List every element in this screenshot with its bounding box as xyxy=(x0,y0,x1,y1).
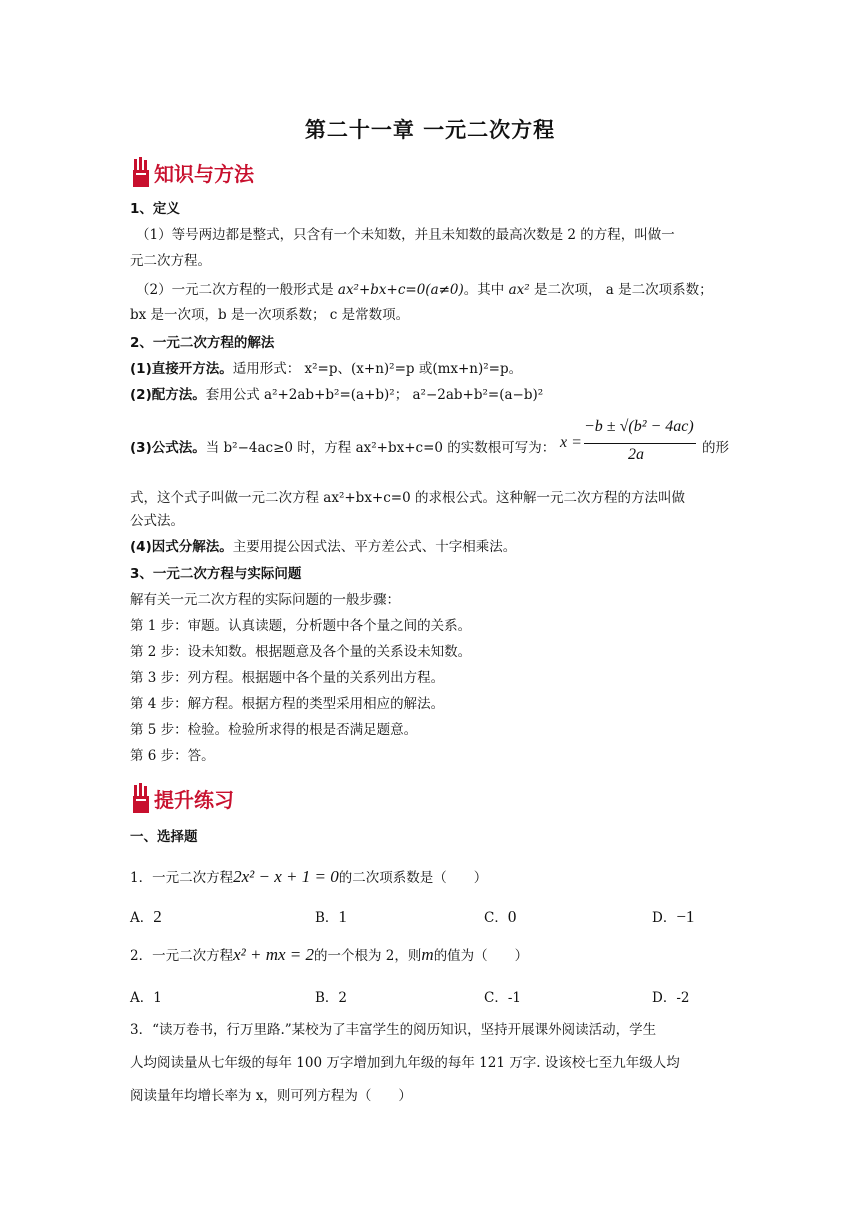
method-text: 当 b²−4ac≥0 时，方程 ax²+bx+c=0 的实数根可写为： xyxy=(205,440,556,456)
question-text: 的一个根为 2，则 xyxy=(314,948,422,964)
q1-option-b[interactable] xyxy=(315,906,347,927)
fraction-bar xyxy=(584,443,696,444)
method-quadratic-formula-line-2: 式，这个式子叫做一元二次方程 ax²+bx+c=0 的求根公式。这种解一元二次方程的方法叫做 xyxy=(130,490,685,506)
method-quadratic-formula-line-3: 公式法。 xyxy=(130,513,184,529)
q2-option-d[interactable]: D．-2 xyxy=(652,990,690,1006)
definition-1-line-2: 元二次方程。 xyxy=(130,253,211,269)
question-3-line-1: 3．“读万卷书，行万里路.”某校为了丰富学生的阅历知识，坚持开展课外阅读活动，学生 xyxy=(130,1022,657,1038)
question-text: 2．一元二次方程 xyxy=(130,948,234,964)
definition-2-line-1 xyxy=(136,279,736,301)
question-equation: x² + mx = 2 xyxy=(233,945,315,964)
method-text: 套用公式 a²+2ab+b²=(a+b)²； a²−2ab+b²=(a−b)² xyxy=(205,387,544,403)
section-heading-knowledge xyxy=(130,154,254,190)
question-2 xyxy=(130,944,730,967)
question-text: 的二次项系数是（ ） xyxy=(338,870,488,886)
question-equation: 2x² − x + 1 = 0 xyxy=(233,867,339,886)
option-value: 0 xyxy=(507,907,517,926)
solving-methods-title: 2、一元二次方程的解法 xyxy=(130,335,275,351)
definition-1-line-1: （1）等号两边都是整式，只含有一个未知数，并且未知数的最高次数是 2 的方程，叫做一 xyxy=(136,227,675,243)
question-1 xyxy=(130,866,730,889)
quadratic-term: ax² xyxy=(508,282,530,298)
multiple-choice-title: 一、选择题 xyxy=(130,829,198,845)
q2-option-a[interactable]: A．1 xyxy=(130,990,162,1006)
option-letter: C． xyxy=(484,910,508,926)
method-label: (3)公式法。 xyxy=(130,440,206,456)
q2-option-b[interactable]: B．2 xyxy=(315,990,348,1006)
method-label: (2)配方法。 xyxy=(130,387,206,403)
method-text: 适用形式： x²=p、(x+n)²=p 或(mx+n)²=p。 xyxy=(232,361,523,377)
step-item: 第 4 步：解方程。根据方程的类型采用相应的解法。 xyxy=(130,696,445,712)
definition-2-text: （2）一元二次方程的一般形式是 xyxy=(136,282,338,298)
formula-lhs: x = xyxy=(560,434,582,451)
method-completing-square xyxy=(130,384,730,406)
question-text: 1．一元二次方程 xyxy=(130,870,234,886)
question-3-line-3: 阅读量年均增长率为 x，则可列方程为（ ） xyxy=(130,1088,412,1104)
method-text: 主要用提公因式法、平方差公式、十字相乘法。 xyxy=(232,539,517,555)
option-value: 1 xyxy=(338,907,347,926)
quadratic-formula xyxy=(560,420,700,470)
option-letter: B． xyxy=(315,910,339,926)
method-factoring xyxy=(130,536,730,558)
question-3-line-2: 人均阅读量从七年级的每年 100 万字增加到九年级的每年 121 万字. 设该校七至九年级人均 xyxy=(130,1055,680,1071)
q1-option-c[interactable] xyxy=(484,906,516,927)
option-letter: A． xyxy=(130,910,154,926)
applications-intro: 解有关一元二次方程的实际问题的一般步骤： xyxy=(130,592,400,608)
definition-2-text: 。其中 xyxy=(463,282,509,298)
step-item: 第 1 步：审题。认真读题，分析题中各个量之间的关系。 xyxy=(130,618,472,634)
question-text: 的值为（ ） xyxy=(433,948,529,964)
q1-option-a[interactable] xyxy=(130,906,162,927)
formula-numerator: −b ± √(b² − 4ac) xyxy=(584,418,694,435)
option-value: −1 xyxy=(676,907,695,926)
pencil-cup-icon xyxy=(130,156,152,188)
option-value: 2 xyxy=(153,907,162,926)
method-label: (1)直接开方法。 xyxy=(130,361,233,377)
chapter-title: 第二十一章 一元二次方程 xyxy=(304,118,556,142)
applications-title: 3、一元二次方程与实际问题 xyxy=(130,566,302,582)
step-item: 第 2 步：设未知数。根据题意及各个量的关系设未知数。 xyxy=(130,644,472,660)
step-item: 第 5 步：检验。检验所求得的根是否满足题意。 xyxy=(130,722,418,738)
step-item: 第 3 步：列方程。根据题中各个量的关系列出方程。 xyxy=(130,670,445,686)
step-item: 第 6 步：答。 xyxy=(130,748,215,764)
definition-title: 1、定义 xyxy=(130,201,180,217)
section-heading-text: 提升练习 xyxy=(154,787,234,812)
definition-2-line-2: bx 是一次项，b 是一次项系数； c 是常数项。 xyxy=(130,307,410,323)
section-heading-practice xyxy=(130,780,234,816)
q1-option-d[interactable] xyxy=(652,906,694,927)
method-label: (4)因式分解法。 xyxy=(130,539,233,555)
pencil-cup-icon xyxy=(130,782,152,814)
general-form-formula: ax²+bx+c=0(a≠0) xyxy=(337,282,464,298)
section-heading-text: 知识与方法 xyxy=(154,161,254,186)
method-direct-root xyxy=(130,358,730,380)
definition-2-text: 是二次项， a 是二次项系数； xyxy=(529,282,713,298)
method-quadratic-formula-tail: 的形 xyxy=(702,440,729,456)
q2-option-c[interactable]: C．-1 xyxy=(484,990,521,1006)
option-letter: D． xyxy=(652,910,677,926)
question-variable: m xyxy=(421,945,434,964)
formula-denominator: 2a xyxy=(628,446,644,463)
